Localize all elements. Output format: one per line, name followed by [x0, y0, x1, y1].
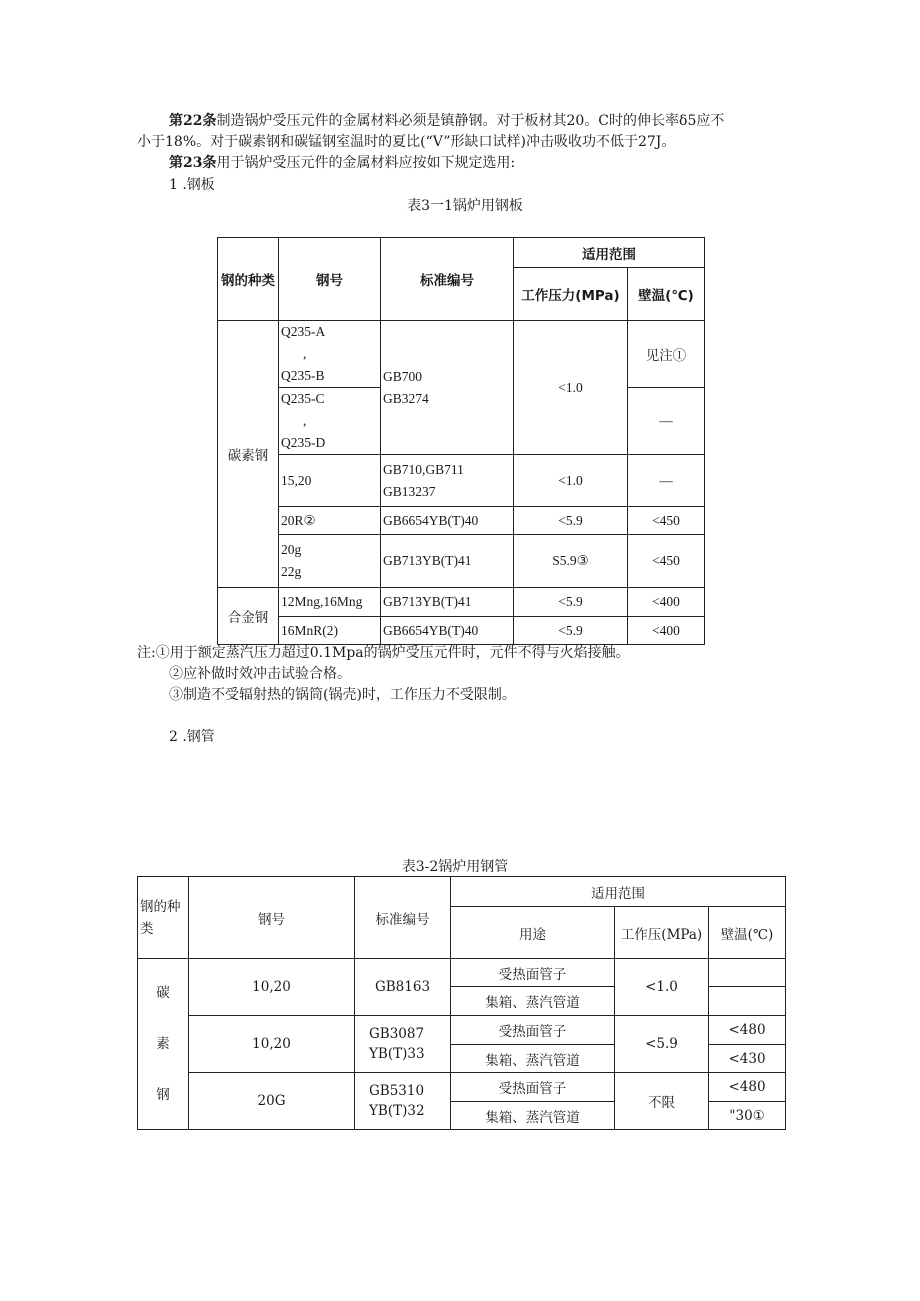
- t1-r2-temp: —: [628, 388, 705, 455]
- t2-g3-temp-b: "30①: [709, 1102, 786, 1130]
- t2-g1-use-a: 受热面管子: [451, 959, 615, 987]
- t1-r1-grade-b: Q235-B: [281, 368, 325, 383]
- t2-kind-char-3: 钢: [156, 1086, 170, 1103]
- t1-header-pressure: 工作压力(MPa): [514, 268, 628, 321]
- t2-header-pressure: 工作压(MPa): [615, 907, 709, 959]
- t1-group-carbon: 碳素钢: [218, 321, 279, 588]
- t1-r5-standard: GB713YB(T)41: [381, 535, 514, 588]
- t2-kind-char-2: 素: [156, 1035, 170, 1052]
- t2-g2-pressure: <5.9: [615, 1016, 709, 1073]
- t2-g3-std-b: YB(T)32: [369, 1103, 425, 1119]
- t2-g1-temp-a: [709, 959, 786, 987]
- t1-r12-std-b: GB3274: [383, 390, 429, 406]
- t1-r7-standard: GB6654YB(T)40: [381, 617, 514, 645]
- t2-g3-std-a: GB5310: [369, 1083, 425, 1099]
- t1-r4-temp: <450: [628, 507, 705, 535]
- t2-g1-grade: 10,20: [189, 959, 355, 1016]
- t2-g1-use-b: 集箱、蒸汽管道: [451, 987, 615, 1016]
- t1-r4-pressure: <5.9: [514, 507, 628, 535]
- t2-g1-pressure: <1.0: [615, 959, 709, 1016]
- t1-r1-grade-mark: ,: [303, 346, 307, 361]
- steel-pipe-table: [137, 876, 786, 1130]
- t1-header-temp: 壁温(℃): [628, 268, 705, 321]
- t2-g2-std-a: GB3087: [369, 1026, 425, 1042]
- note-2: ②应补做时效冲击试验合格。: [169, 666, 351, 682]
- t1-r6-temp: <400: [628, 588, 705, 617]
- article-23: [169, 153, 515, 173]
- t1-r4-grade: 20R②: [279, 507, 381, 535]
- t2-kind-column: [138, 959, 189, 1130]
- t2-header-temp: 壁温(℃): [709, 907, 786, 959]
- article-23-label: 第23条: [169, 155, 217, 171]
- t2-header-scope: 适用范围: [451, 877, 786, 907]
- t2-g3-use-b: 集箱、蒸汽管道: [451, 1102, 615, 1130]
- t1-r2-grade: [279, 388, 381, 455]
- t2-g3-grade: 20G: [189, 1073, 355, 1130]
- article-22-line1: [169, 111, 724, 131]
- table1-caption: 表3一1锅炉用钢板: [407, 198, 523, 214]
- t2-g3-standard: [355, 1073, 451, 1130]
- t1-header-scope: 适用范围: [514, 238, 705, 268]
- t1-r3-temp: —: [628, 455, 705, 507]
- t2-g2-standard: [355, 1016, 451, 1073]
- t1-r5-grade: [279, 535, 381, 588]
- t1-r2-grade-b: Q235-D: [281, 435, 326, 450]
- t1-r7-pressure: <5.9: [514, 617, 628, 645]
- t1-r3-pressure: <1.0: [514, 455, 628, 507]
- t1-r1-grade: [279, 321, 381, 388]
- article-23-text: 用于锅炉受压元件的金属材料应按如下规定选用:: [216, 155, 516, 171]
- section-steel-plate: 1 .钢板: [169, 177, 215, 193]
- t2-header-grade: 钢号: [189, 877, 355, 959]
- t1-group-alloy: 合金钢: [218, 588, 279, 645]
- t1-r5-temp: <450: [628, 535, 705, 588]
- article-22-label: 第22条: [169, 113, 217, 129]
- note-3: ③制造不受辐射热的锅筒(锅壳)时，工作压力不受限制。: [169, 687, 516, 703]
- t2-g2-temp-a: <480: [709, 1016, 786, 1045]
- t1-r1-grade-a: Q235-A: [281, 324, 326, 339]
- t1-r6-standard: GB713YB(T)41: [381, 588, 514, 617]
- t2-g1-standard: GB8163: [355, 959, 451, 1016]
- note-1: 注:①用于额定蒸汽压力超过0.1Mpa的锅炉受压元件时，元件不得与火焰接触。: [137, 645, 630, 661]
- t1-r4-standard: GB6654YB(T)40: [381, 507, 514, 535]
- t1-header-kind: 钢的种类: [218, 238, 279, 321]
- t1-r6-grade: 12Mng,16Mng: [279, 588, 381, 617]
- t1-r2-grade-mark: ,: [303, 413, 307, 428]
- t2-g3-pressure: 不限: [615, 1073, 709, 1130]
- t1-r5-grade-b: 22g: [281, 564, 302, 579]
- t2-g2-use-b: 集箱、蒸汽管道: [451, 1045, 615, 1073]
- article-22-text: 制造锅炉受压元件的金属材料必须是镇静钢。对于板材其20。C时的伸长率δ5应不: [216, 113, 725, 129]
- t1-r1-temp: 见注①: [628, 321, 705, 388]
- t1-r6-pressure: <5.9: [514, 588, 628, 617]
- t1-r12-pressure: <1.0: [514, 321, 628, 455]
- t2-header-usage: 用途: [451, 907, 615, 959]
- t1-r7-temp: <400: [628, 617, 705, 645]
- t1-r3-standard: [381, 455, 514, 507]
- t2-g2-temp-b: <430: [709, 1045, 786, 1073]
- t1-r7-grade: 16MnR(2): [279, 617, 381, 645]
- t2-header-kind: 钢的种类: [138, 877, 189, 959]
- t1-r3-std-a: GB710,GB711: [383, 461, 464, 477]
- section-steel-pipe: 2 .钢管: [169, 729, 215, 745]
- t2-g2-use-a: 受热面管子: [451, 1016, 615, 1045]
- t1-r3-grade: 15,20: [279, 455, 381, 507]
- t2-g3-use-a: 受热面管子: [451, 1073, 615, 1102]
- article-22-line2: 小于18%。对于碳素钢和碳锰钢室温时的夏比(“V”形缺口试样)冲击吸收功不低于27J。: [137, 134, 676, 150]
- table2-caption: 表3-2锅炉用钢管: [401, 859, 509, 875]
- t2-g2-std-b: YB(T)33: [369, 1046, 425, 1062]
- t1-header-grade: 钢号: [279, 238, 381, 321]
- t2-header-standard: 标准编号: [355, 877, 451, 959]
- t1-r5-grade-a: 20g: [281, 542, 302, 557]
- t2-kind-char-1: 碳: [156, 984, 170, 1001]
- t1-r3-std-b: GB13237: [383, 483, 436, 499]
- steel-plate-table: [217, 237, 705, 645]
- t2-g2-grade: 10,20: [189, 1016, 355, 1073]
- t2-g3-temp-a: <480: [709, 1073, 786, 1102]
- t1-r2-grade-a: Q235-C: [281, 391, 325, 406]
- t1-r12-std-a: GB700: [383, 368, 423, 384]
- t2-g1-temp-b: [709, 987, 786, 1016]
- t1-header-standard: 标准编号: [381, 238, 514, 321]
- t1-r5-pressure: S5.9③: [514, 535, 628, 588]
- t1-r12-standard: [381, 321, 514, 455]
